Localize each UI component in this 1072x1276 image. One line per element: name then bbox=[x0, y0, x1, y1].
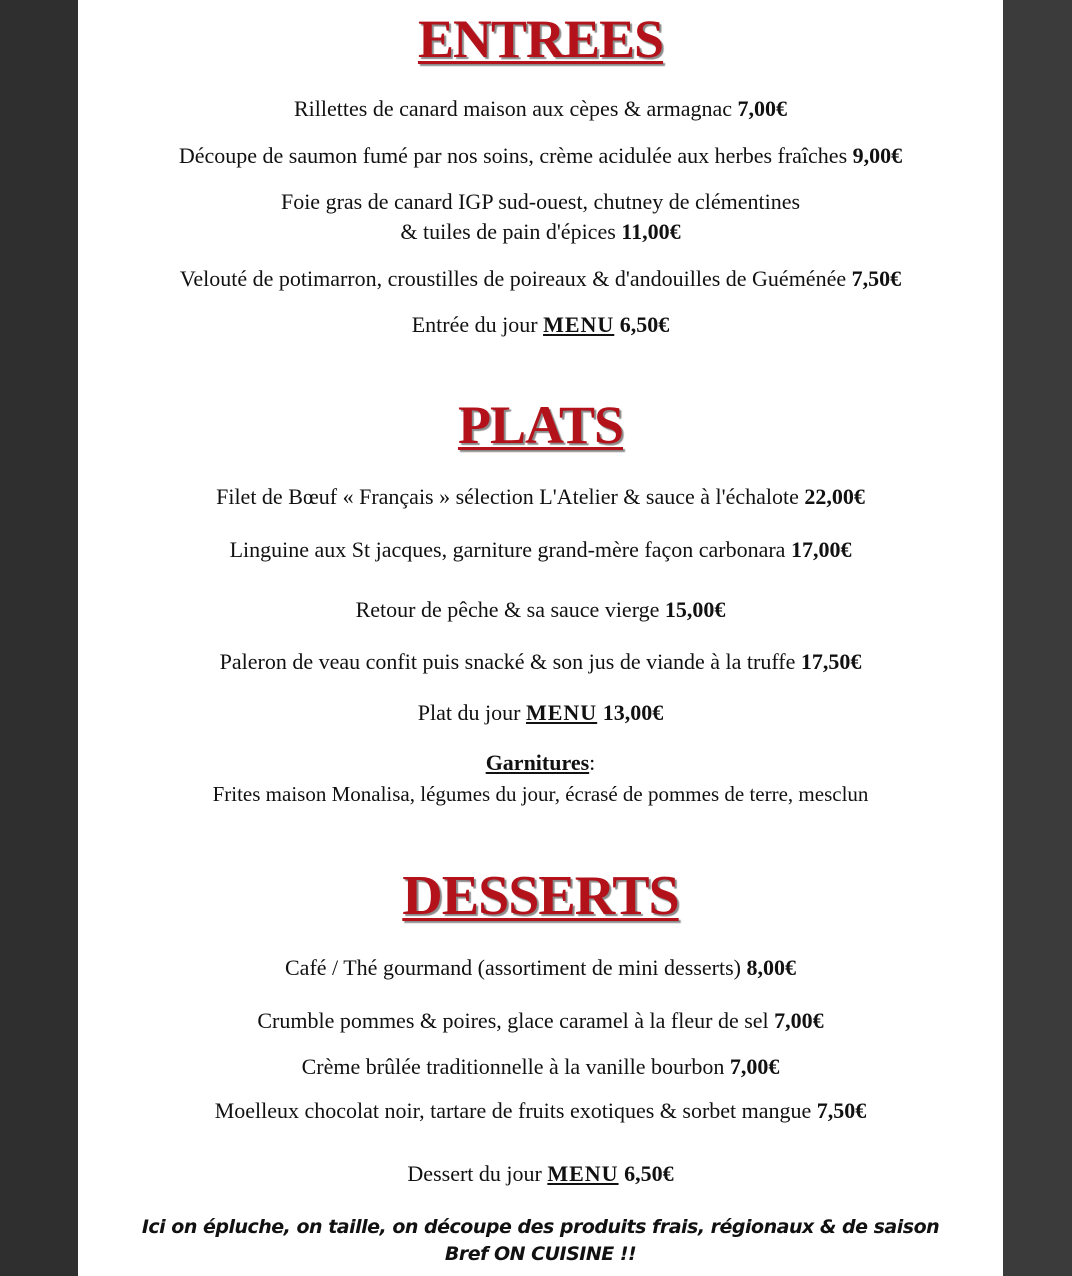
entree-item-line1: Foie gras de canard IGP sud-ouest, chutney de clémentines bbox=[280, 189, 801, 214]
entree-item: Découpe de saumon fumé par nos soins, crème acidulée aux herbes fraîches 9,00€ bbox=[178, 143, 903, 168]
left-frame bbox=[0, 0, 78, 1276]
menu-page bbox=[78, 0, 1003, 1276]
entrees-heading: ENTREES bbox=[417, 9, 664, 69]
dessert-item: Crumble pommes & poires, glace caramel à la fleur de sel 7,00€ bbox=[257, 1008, 824, 1033]
plat-item: Retour de pêche & sa sauce vierge 15,00€ bbox=[355, 597, 726, 622]
footer-line-2: Bref ON CUISINE !! bbox=[444, 1243, 637, 1265]
entree-item: Rillettes de canard maison aux cèpes & armagnac 7,00€ bbox=[294, 96, 787, 121]
dessert-item: Crème brûlée traditionnelle à la vanille bourbon 7,00€ bbox=[301, 1054, 780, 1079]
footer-line-1: Ici on épluche, on taille, on découpe des produits frais, régionaux & de saison bbox=[141, 1216, 940, 1238]
right-frame bbox=[1003, 0, 1072, 1276]
entree-du-jour: Entrée du jour MENU 6,50€ bbox=[411, 312, 670, 337]
plat-item: Paleron de veau confit puis snacké & son jus de viande à la truffe 17,50€ bbox=[219, 649, 862, 674]
entree-item: Velouté de potimarron, croustilles de poireaux & d'andouilles de Guéménée 7,50€ bbox=[179, 266, 902, 291]
garnitures-label: Garnitures: bbox=[485, 750, 596, 775]
plat-du-jour: Plat du jour MENU 13,00€ bbox=[417, 700, 664, 725]
desserts-heading: DESSERTS bbox=[402, 865, 679, 927]
garnitures-text: Frites maison Monalisa, légumes du jour, écrasé de pommes de terre, mesclun bbox=[212, 782, 869, 806]
plats-heading: PLATS bbox=[457, 395, 624, 455]
plat-item: Filet de Bœuf « Français » sélection L'Atelier & sauce à l'échalote 22,00€ bbox=[216, 484, 865, 509]
dessert-item: Café / Thé gourmand (assortiment de mini desserts) 8,00€ bbox=[285, 955, 796, 980]
dessert-du-jour: Dessert du jour MENU 6,50€ bbox=[407, 1161, 674, 1186]
plat-item: Linguine aux St jacques, garniture grand-mère façon carbonara 17,00€ bbox=[229, 537, 852, 562]
dessert-item: Moelleux chocolat noir, tartare de fruits exotiques & sorbet mangue 7,50€ bbox=[214, 1098, 867, 1123]
entree-item-line2: & tuiles de pain d'épices 11,00€ bbox=[400, 219, 681, 244]
